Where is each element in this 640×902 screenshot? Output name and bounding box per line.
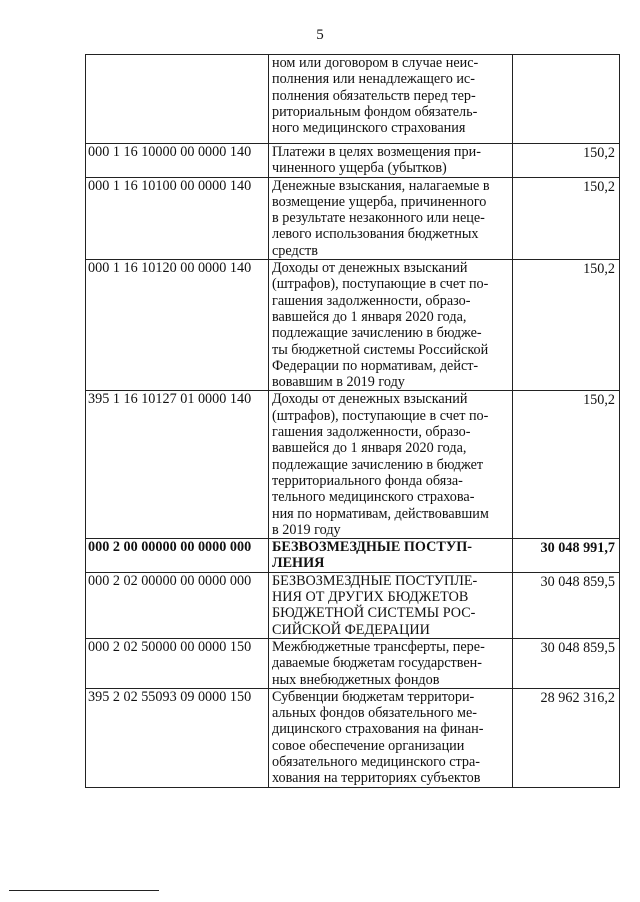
amount-cell: 150,2 xyxy=(513,391,620,539)
revenue-name-cell: Межбюджетные трансферты, пере- даваемые бюджетам государствен- ных внебюджетных фондов xyxy=(269,638,513,688)
amount-cell: 150,2 xyxy=(513,177,620,259)
table-row xyxy=(86,55,620,144)
table-row xyxy=(86,391,620,539)
revenue-name-cell: БЕЗВОЗМЕЗДНЫЕ ПОСТУП- ЛЕНИЯ xyxy=(269,539,513,573)
revenue-table xyxy=(85,54,620,788)
revenue-table-body xyxy=(86,55,620,788)
page-number: 5 xyxy=(316,27,324,43)
budget-code-cell: 395 2 02 55093 09 0000 150 xyxy=(86,688,269,787)
budget-code-cell: 000 1 16 10120 00 0000 140 xyxy=(86,260,269,391)
amount-cell: 30 048 859,5 xyxy=(513,638,620,688)
table-row xyxy=(86,177,620,259)
amount-cell: 30 048 991,7 xyxy=(513,539,620,573)
budget-code-cell: 000 2 00 00000 00 0000 000 xyxy=(86,539,269,573)
revenue-name-cell: Доходы от денежных взысканий (штрафов), поступающие в счет по- гашения задолженности, образо- вавшейся до 1 января 2020 года, подлежащие зачислению в бюдже- ты бюджетной системы Российской Федерации по нормативам, дейст- вовавшим в 2019 году xyxy=(269,260,513,391)
budget-code-cell: 000 2 02 50000 00 0000 150 xyxy=(86,638,269,688)
amount-cell: 30 048 859,5 xyxy=(513,572,620,638)
budget-code-cell xyxy=(86,55,269,144)
budget-code-cell: 000 1 16 10100 00 0000 140 xyxy=(86,177,269,259)
revenue-name-cell: Денежные взыскания, налагаемые в возмещение ущерба, причиненного в результате незаконного или неце- левого использования бюджетных средств xyxy=(269,177,513,259)
revenue-name-cell: Платежи в целях возмещения при- чиненного ущерба (убытков) xyxy=(269,144,513,178)
budget-code-cell: 000 2 02 00000 00 0000 000 xyxy=(86,572,269,638)
table-row xyxy=(86,572,620,638)
revenue-name-cell: Субвенции бюджетам территори- альных фондов обязательного ме- дицинского страхования на финан- совое обеспечение организации обязательного медицинского стра- хования на территориях субъектов xyxy=(269,688,513,787)
revenue-name-cell: ном или договором в случае неис- полнения или ненадлежащего ис- полнения обязательств перед тер- риториальным фондом обязатель- ного медицинского страхования xyxy=(269,55,513,144)
table-row xyxy=(86,688,620,787)
amount-cell: 28 962 316,2 xyxy=(513,688,620,787)
table-row xyxy=(86,144,620,178)
amount-cell: 150,2 xyxy=(513,144,620,178)
table-row xyxy=(86,539,620,573)
table-row xyxy=(86,260,620,391)
revenue-name-cell: Доходы от денежных взысканий (штрафов), поступающие в счет по- гашения задолженности, образо- вавшейся до 1 января 2020 года, подлежащие зачислению в бюджет территориального фонда обяза- тельного медицинского страхова- ния по нормативам, действовавшим в 2019 году xyxy=(269,391,513,539)
amount-cell: 150,2 xyxy=(513,260,620,391)
table-row xyxy=(86,638,620,688)
budget-code-cell: 000 1 16 10000 00 0000 140 xyxy=(86,144,269,178)
revenue-name-cell: БЕЗВОЗМЕЗДНЫЕ ПОСТУПЛЕ- НИЯ ОТ ДРУГИХ БЮДЖЕТОВ БЮДЖЕТНОЙ СИСТЕМЫ РОС- СИЙСКОЙ ФЕДЕРАЦИИ xyxy=(269,572,513,638)
budget-code-cell: 395 1 16 10127 01 0000 140 xyxy=(86,391,269,539)
amount-cell xyxy=(513,55,620,144)
footnote-rule xyxy=(9,890,159,891)
